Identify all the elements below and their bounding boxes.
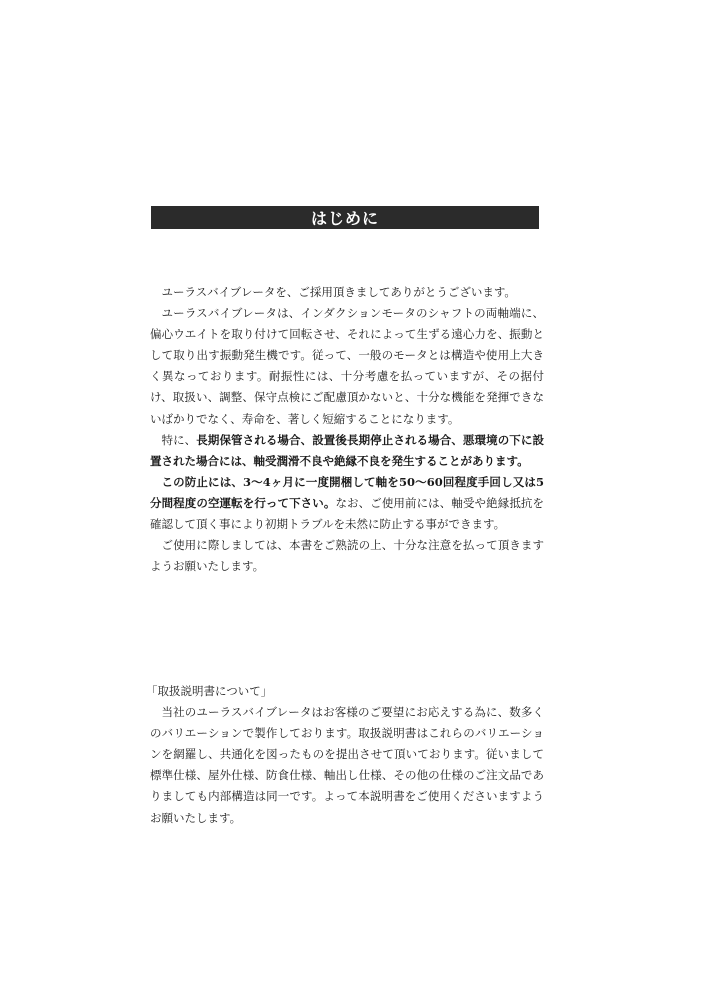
intro-paragraph-3-bold: 長期保管される場合、設置後長期停止される場合、悪環境の下に設置された場合には、軸受潤滑不良や絶縁不良を発生することがあります。	[150, 432, 544, 468]
intro-paragraph-2: ユーラスバイブレータは、インダクションモータのシャフトの両軸端に、偏心ウエイトを取り付けて回転させ、それによって生ずる遠心力を、振動として取り出す振動発生機です。従って、一般のモータとは構造や使用上大きく異なっております。耐振性には、十分考慮を払っていますが、その据付け、取扱い、調整、保守点検にご配慮頂かないと、十分な機能を発揮できないばかりでなく、寿命を、著しく短縮することになります。	[150, 306, 544, 426]
about-manual-heading: 「取扱説明書について」	[146, 684, 273, 698]
intro-paragraph-4-rest: なお、ご使用前には、軸受や絶縁抵抗を確認して頂く事により初期トラブルを未然に防止する事ができます。	[150, 495, 544, 532]
about-manual-section	[146, 681, 544, 829]
intro-paragraph-3	[150, 430, 544, 472]
intro-paragraph-3-lead: 特に、	[161, 432, 197, 447]
intro-paragraph-4	[150, 472, 544, 535]
intro-paragraph-1: ユーラスバイブレータを、ご採用頂きましてありがとうございます。	[161, 285, 516, 299]
intro-paragraph-4-bold: この防止には、3～4ヶ月に一度開梱して軸を50～60回程度手回し又は5分間程度の空運転を行って下さい。	[150, 474, 544, 510]
about-manual-body: 当社のユーラスバイブレータはお客様のご要望にお応えする為に、数多くのバリエーションで製作しております。取扱説明書はこれらのバリエーションを網羅し、共通化を図ったものを提出させて頂いております。従いまして標準仕様、屋外仕様、防食仕様、軸出し仕様、その他の仕様のご注文品でありましても内部構造は同一です。よって本説明書をご使用くださいますようお願いたします。	[150, 705, 544, 825]
intro-section	[150, 282, 544, 577]
section-title: はじめに	[310, 209, 379, 228]
intro-paragraph-5: ご使用に際しましては、本書をご熟読の上、十分な注意を払って頂きますようお願いたします。	[150, 538, 544, 574]
section-title-bar	[151, 206, 539, 229]
